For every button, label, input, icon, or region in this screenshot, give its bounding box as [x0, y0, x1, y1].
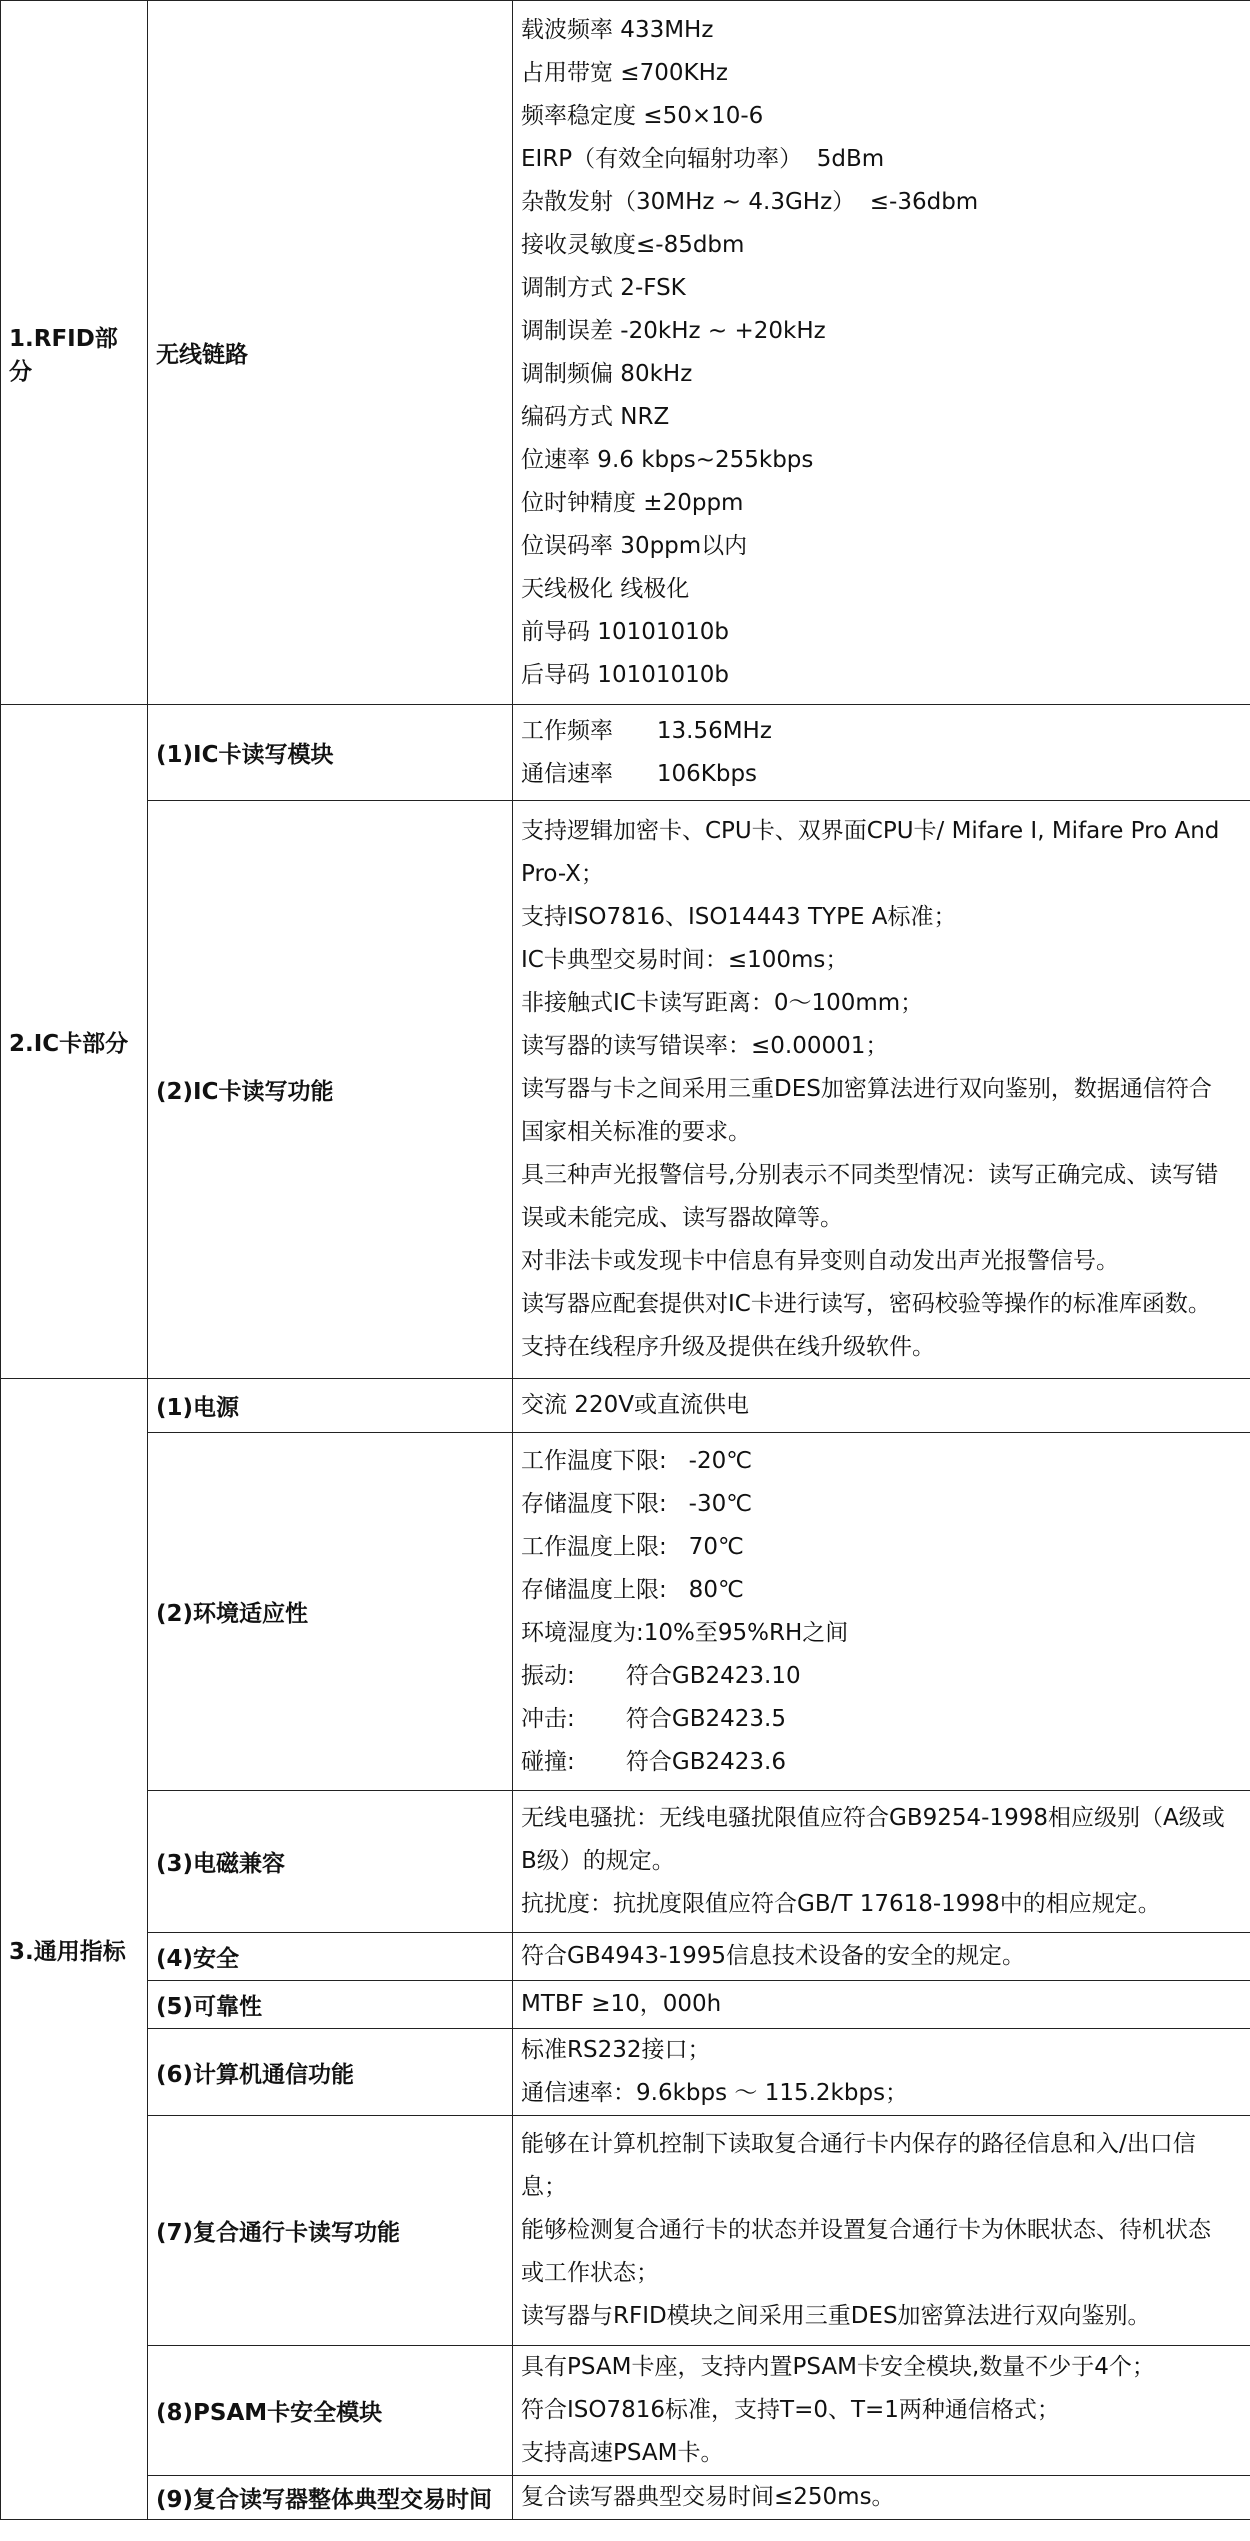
value-line: 振动: 符合GB2423.10: [521, 1662, 801, 1689]
table-row: [1, 1791, 1250, 1933]
value-line: 支持在线程序升级及提供在线升级软件。: [521, 1334, 935, 1360]
value-line: 后导码 10101010b: [521, 661, 729, 688]
value-line: 天线极化 线极化: [521, 575, 690, 602]
value-line: 支持ISO7816、ISO14443 TYPE A标准；: [521, 904, 957, 930]
value-line: 符合ISO7816标准，支持T=0、T=1两种通信格式；: [521, 2397, 1060, 2423]
value-line: 频率稳定度 ≤50×10-6: [521, 102, 764, 129]
item-label: (9)复合读写器整体典型交易时间: [148, 2476, 513, 2520]
value-line: 位误码率 30ppm以内: [521, 532, 748, 559]
section-title: 3.通用指标: [1, 1379, 148, 2520]
value-line: 通信速率：9.6kbps ～ 115.2kbps；: [521, 2080, 909, 2106]
table-row: [1, 2476, 1250, 2520]
item-label: (6)计算机通信功能: [148, 2029, 513, 2116]
value-line: 支持高速PSAM卡。: [521, 2440, 724, 2466]
value-line: 通信速率 106Kbps: [521, 760, 758, 787]
item-label: (4)安全: [148, 1933, 513, 1981]
item-label: (1)IC卡读写模块: [148, 705, 513, 801]
table-row: [1, 2346, 1250, 2476]
value-line: MTBF ≥10，000h: [521, 1991, 722, 2017]
value-line: IC卡典型交易时间：≤100ms；: [521, 947, 849, 973]
value-line: 具三种声光报警信号,分别表示不同类型情况：读写正确完成、读写错: [521, 1162, 1219, 1188]
value-line: 读写器的读写错误率：≤0.00001；: [521, 1033, 889, 1059]
value-line: 读写器与RFID模块之间采用三重DES加密算法进行双向鉴别。: [521, 2303, 1151, 2329]
table-row: [1, 801, 1250, 1379]
value-line: EIRP（有效全向辐射功率） 5dBm: [521, 145, 885, 172]
item-label: (2)IC卡读写功能: [148, 801, 513, 1379]
table-row: [1, 705, 1250, 801]
value-line: 占用带宽 ≤700KHz: [521, 59, 728, 86]
value-line: 工作温度下限: -20℃: [521, 1447, 753, 1474]
value-line: 冲击: 符合GB2423.5: [521, 1705, 787, 1732]
value-line: 读写器应配套提供对IC卡进行读写，密码校验等操作的标准库函数。: [521, 1291, 1211, 1317]
table-row: [1, 1981, 1250, 2029]
value-line: 误或未能完成、读写器故障等。: [521, 1205, 843, 1231]
value-line: 标准RS232接口；: [521, 2037, 711, 2063]
value-line: 能够在计算机控制下读取复合通行卡内保存的路径信息和入/出口信: [521, 2131, 1196, 2157]
value-line: 位时钟精度 ±20ppm: [521, 489, 744, 516]
spec-table-body: [1, 1, 1250, 2520]
value-line: 前导码 10101010b: [521, 618, 729, 645]
table-row: [1, 1933, 1250, 1981]
item-value-cell: [513, 1791, 1250, 1933]
value-line: 存储温度上限: 80℃: [521, 1576, 744, 1603]
value-line: 交流 220V或直流供电: [521, 1392, 749, 1418]
value-line: 位速率 9.6 kbps~255kbps: [521, 446, 814, 473]
value-line: B级）的规定。: [521, 1848, 675, 1874]
value-line: 存储温度下限: -30℃: [521, 1490, 753, 1517]
value-line: 具有PSAM卡座，支持内置PSAM卡安全模块,数量不少于4个；: [521, 2354, 1155, 2380]
table-row: [1, 2116, 1250, 2346]
value-line: 调制误差 -20kHz ~ +20kHz: [521, 317, 826, 344]
item-value-cell: [513, 2029, 1250, 2116]
value-line: 调制频偏 80kHz: [521, 360, 693, 387]
value-line: 无线电骚扰：无线电骚扰限值应符合GB9254-1998相应级别（A级或: [521, 1805, 1225, 1831]
value-line: 调制方式 2-FSK: [521, 274, 686, 301]
value-line: 或工作状态；: [521, 2260, 659, 2286]
item-label: (7)复合通行卡读写功能: [148, 2116, 513, 2346]
item-value-cell: [513, 2116, 1250, 2346]
table-row: [1, 1, 1250, 705]
value-line: 碰撞: 符合GB2423.6: [521, 1748, 787, 1775]
value-line: 工作温度上限: 70℃: [521, 1533, 744, 1560]
item-value-cell: [513, 1933, 1250, 1981]
value-line: Pro-X；: [521, 861, 604, 887]
table-row: [1, 1379, 1250, 1433]
value-line: 能够检测复合通行卡的状态并设置复合通行卡为休眠状态、待机状态: [521, 2217, 1211, 2243]
value-line: 载波频率 433MHz: [521, 16, 714, 43]
item-label: (2)环境适应性: [148, 1433, 513, 1791]
item-value-cell: [513, 1, 1250, 705]
value-line: 抗扰度：抗扰度限值应符合GB/T 17618-1998中的相应规定。: [521, 1891, 1161, 1917]
value-line: 符合GB4943-1995信息技术设备的安全的规定。: [521, 1943, 1025, 1969]
item-value-cell: [513, 1379, 1250, 1433]
value-line: 杂散发射（30MHz ~ 4.3GHz） ≤-36dbm: [521, 188, 979, 215]
item-label: (5)可靠性: [148, 1981, 513, 2029]
table-row: [1, 2029, 1250, 2116]
item-label: 无线链路: [148, 1, 513, 705]
item-label: (3)电磁兼容: [148, 1791, 513, 1933]
section-title: 2.IC卡部分: [1, 705, 148, 1379]
item-label: (1)电源: [148, 1379, 513, 1433]
value-line: 支持逻辑加密卡、CPU卡、双界面CPU卡/ Mifare I, Mifare Pro And: [521, 818, 1220, 844]
value-line: 对非法卡或发现卡中信息有异变则自动发出声光报警信号。: [521, 1248, 1119, 1274]
item-value-cell: [513, 2476, 1250, 2520]
item-value-cell: [513, 1433, 1250, 1791]
item-value-cell: [513, 1981, 1250, 2029]
section-title: 1.RFID部分: [1, 1, 148, 705]
value-line: 工作频率 13.56MHz: [521, 717, 772, 744]
value-line: 编码方式 NRZ: [521, 403, 670, 430]
value-line: 接收灵敏度≤-85dbm: [521, 231, 745, 258]
item-value-cell: [513, 705, 1250, 801]
value-line: 国家相关标准的要求。: [521, 1119, 751, 1145]
value-line: 读写器与卡之间采用三重DES加密算法进行双向鉴别，数据通信符合: [521, 1076, 1212, 1102]
item-value-cell: [513, 801, 1250, 1379]
value-line: 环境湿度为:10%至95%RH之间: [521, 1619, 849, 1646]
item-label: (8)PSAM卡安全模块: [148, 2346, 513, 2476]
value-line: 复合读写器典型交易时间≤250ms。: [521, 2484, 895, 2510]
item-value-cell: [513, 2346, 1250, 2476]
table-row: [1, 1433, 1250, 1791]
value-line: 非接触式IC卡读写距离：0～100mm；: [521, 990, 924, 1016]
value-line: 息；: [521, 2174, 567, 2200]
